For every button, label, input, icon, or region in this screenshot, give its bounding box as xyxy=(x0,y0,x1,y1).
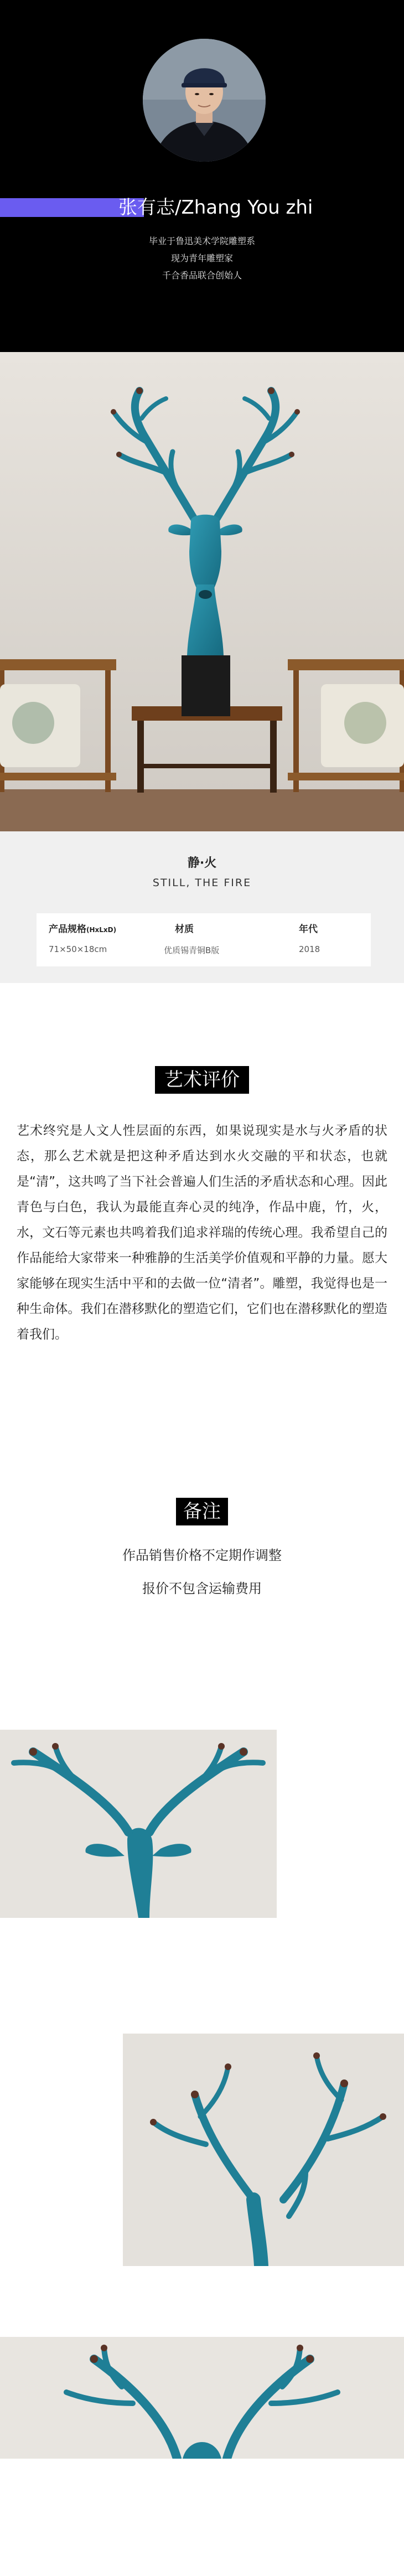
note-line: 报价不包含运输费用 xyxy=(142,1581,262,1596)
spec-table xyxy=(37,913,371,966)
review-body xyxy=(17,1118,387,1347)
spec-material-value: 优质锡青铜B版 xyxy=(164,945,220,955)
gallery-photo-detail xyxy=(0,2337,404,2459)
spec-year-label: 年代 xyxy=(299,924,318,935)
artist-bio xyxy=(0,232,404,284)
gallery-photo-antlers xyxy=(123,2034,404,2266)
bio-line: 千合香品联合创始人 xyxy=(162,270,242,281)
spec-year xyxy=(291,913,369,966)
bio-line: 毕业于鲁迅美术学院雕塑系 xyxy=(148,236,255,246)
note-line: 作品销售价格不定期作调整 xyxy=(122,1548,282,1563)
gallery-photo-head xyxy=(0,1730,277,1918)
spec-year-value: 2018 xyxy=(299,944,320,954)
note-heading: 备注 xyxy=(176,1498,228,1525)
hero-sculpture-photo xyxy=(0,352,404,831)
spec-size-label xyxy=(49,921,116,935)
artist-name: 张有志/Zhang You zhi xyxy=(118,196,313,219)
spec-size xyxy=(49,913,159,966)
spec-material xyxy=(164,913,274,966)
work-info-panel xyxy=(0,831,404,983)
spec-size-label-tail: (HxLxD) xyxy=(86,926,117,934)
work-title: 静·火 xyxy=(187,856,217,870)
spec-size-value: 71×50×18cm xyxy=(49,944,107,954)
artist-avatar xyxy=(143,39,266,162)
artist-name-row xyxy=(0,195,404,220)
work-subtitle: STILL, THE FIRE xyxy=(152,877,252,889)
review-heading: 艺术评价 xyxy=(155,1066,249,1094)
spec-material-label: 材质 xyxy=(175,924,194,935)
bio-line: 现为青年雕塑家 xyxy=(170,253,233,263)
spec-size-label-main: 产品规格 xyxy=(49,924,86,935)
artist-header xyxy=(0,0,404,352)
review-text: 艺术终究是人文人性层面的东西，如果说现实是水与火矛盾的状态，那么艺术就是把这种矛盾达到水火交融的平和状态，也就是“清”，这共鸣了当下社会普遍人们生活的矛盾状态和心理。因此青色与白色，我认为最能直奔心灵的纯净，作品中鹿，竹，火，水，文石等元素也共鸣着我们追求祥瑞的传统心理。我希望自己的作品能给大家带来一种雅静的生活美学价值观和平静的力量。愿大家能够在现实生活中平和的去做一位“清者”。雕塑，我觉得也是一种生命体。我们在潜移默化的塑造它们，它们也在潜移默化的塑造着我们。 xyxy=(17,1124,387,1342)
